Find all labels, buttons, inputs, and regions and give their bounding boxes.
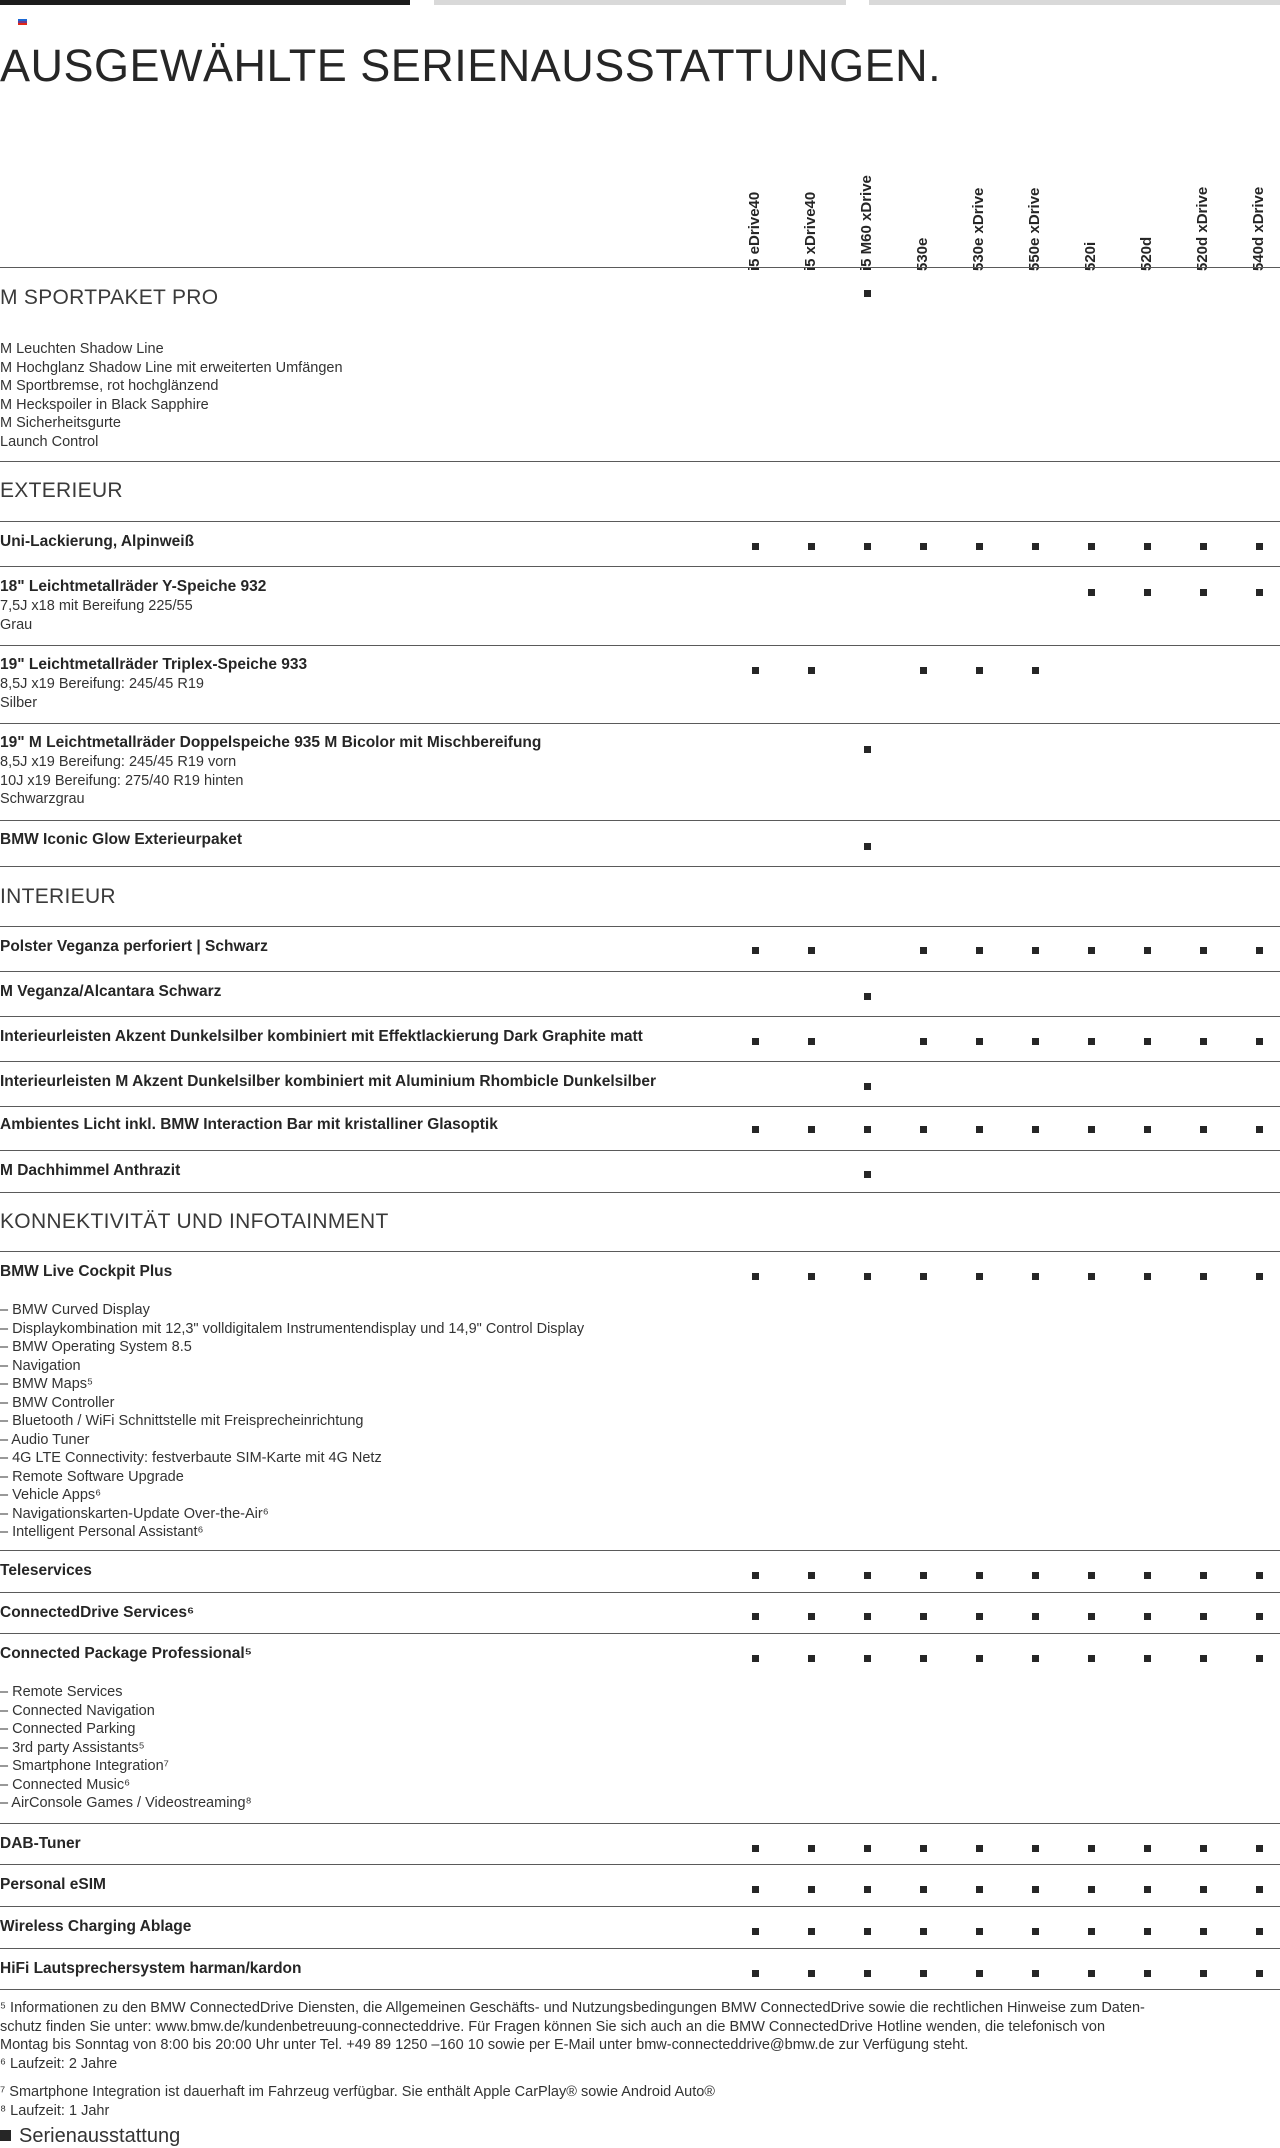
row-title-wireless: Wireless Charging Ablage xyxy=(0,1918,192,1935)
row-divider xyxy=(0,1106,1280,1107)
availability-mark xyxy=(752,1970,759,1977)
availability-mark xyxy=(1088,1655,1095,1662)
availability-mark xyxy=(1088,1613,1095,1620)
availability-mark xyxy=(920,1655,927,1662)
row-divider xyxy=(0,645,1280,646)
column-header: i5 eDrive40 xyxy=(746,191,763,271)
row-title-triplex933: 19" Leichtmetallräder Triplex-Speiche 933 xyxy=(0,656,308,673)
row-divider xyxy=(0,1948,1280,1949)
column-header: 520i xyxy=(1082,241,1099,271)
footnote-line: ⁸ Laufzeit: 1 Jahr xyxy=(0,2102,110,2119)
availability-mark xyxy=(752,1273,759,1280)
availability-mark xyxy=(976,1273,983,1280)
column-header: 530e xyxy=(914,237,931,271)
availability-mark xyxy=(808,1845,815,1852)
availability-mark xyxy=(864,1613,871,1620)
detail-line: – Smartphone Integration⁷ xyxy=(0,1758,169,1774)
detail-line: – Connected Navigation xyxy=(0,1702,155,1719)
availability-mark xyxy=(1088,1886,1095,1893)
detail-line: 8,5J x19 Bereifung: 245/45 R19 vorn xyxy=(0,754,237,770)
detail-line: – Remote Services xyxy=(0,1684,123,1700)
availability-mark xyxy=(1144,1845,1151,1852)
legend-square-icon xyxy=(0,2130,11,2141)
availability-mark xyxy=(1144,1038,1151,1045)
section-heading-msport: M SPORTPAKET PRO xyxy=(0,286,219,309)
availability-mark xyxy=(1256,1613,1263,1620)
availability-mark xyxy=(1256,589,1263,596)
legend-label: Serienausstattung xyxy=(19,2125,181,2147)
page-indicator-bar xyxy=(0,0,1280,6)
availability-mark xyxy=(864,543,871,550)
availability-mark xyxy=(752,1126,759,1133)
row-title-alpinweiss: Uni-Lackierung, Alpinweiß xyxy=(0,533,195,550)
availability-mark xyxy=(808,1970,815,1977)
availability-mark xyxy=(752,1928,759,1935)
availability-mark xyxy=(1144,1126,1151,1133)
availability-mark xyxy=(920,1928,927,1935)
availability-mark xyxy=(1256,1038,1263,1045)
detail-line: M Heckspoiler in Black Sapphire xyxy=(0,396,209,413)
detail-line: – 3rd party Assistants⁵ xyxy=(0,1739,145,1756)
availability-mark xyxy=(864,843,871,850)
row-divider xyxy=(0,1633,1280,1634)
availability-mark xyxy=(1200,1038,1207,1045)
availability-mark xyxy=(1144,1886,1151,1893)
detail-line: – Connected Music⁶ xyxy=(0,1776,131,1793)
detail-line: – Bluetooth / WiFi Schnittstelle mit Freisprecheinrichtung xyxy=(0,1413,364,1429)
availability-mark xyxy=(1256,1655,1263,1662)
detail-line: M Sportbremse, rot hochglänzend xyxy=(0,378,219,394)
row-title-esim: Personal eSIM xyxy=(0,1876,106,1893)
availability-mark xyxy=(864,1083,871,1090)
availability-mark xyxy=(1144,1970,1151,1977)
availability-mark xyxy=(1200,543,1207,550)
footnote-line: schutz finden Sie unter: www.bmw.de/kundenbetreuung-connecteddrive. Für Fragen können Sie sich auch an die BMW ConnectedDrive Hotline wenden, die telefonisch von xyxy=(0,2018,1106,2035)
detail-line: – Connected Parking xyxy=(0,1721,136,1737)
row-title-y932: 18" Leichtmetallräder Y-Speiche 932 xyxy=(0,578,267,595)
availability-mark xyxy=(1256,1845,1263,1852)
detail-line: – AirConsole Games / Videostreaming⁸ xyxy=(0,1795,252,1811)
availability-mark xyxy=(1032,1613,1039,1620)
availability-mark xyxy=(1088,1845,1095,1852)
availability-mark xyxy=(1032,1886,1039,1893)
availability-mark xyxy=(1032,1928,1039,1935)
row-divider xyxy=(0,866,1280,867)
detail-line: – BMW Curved Display xyxy=(0,1302,150,1318)
detail-line: Schwarzgrau xyxy=(0,791,85,807)
availability-mark xyxy=(1200,1655,1207,1662)
row-divider xyxy=(0,820,1280,821)
detail-line: – Vehicle Apps⁶ xyxy=(0,1487,102,1503)
detail-line: Launch Control xyxy=(0,433,99,450)
availability-mark xyxy=(1256,947,1263,954)
detail-line: – Navigationskarten-Update Over-the-Air⁶ xyxy=(0,1505,269,1522)
availability-mark xyxy=(1088,947,1095,954)
page-indicator-2[interactable] xyxy=(434,0,846,5)
availability-mark xyxy=(808,667,815,674)
availability-mark xyxy=(808,1928,815,1935)
availability-mark xyxy=(1256,1928,1263,1935)
availability-mark xyxy=(1144,1928,1151,1935)
availability-mark xyxy=(920,947,927,954)
availability-mark xyxy=(1144,589,1151,596)
detail-line: – BMW Operating System 8.5 xyxy=(0,1339,192,1355)
row-title-ambient: Ambientes Licht inkl. BMW Interaction Bar mit kristalliner Glasoptik xyxy=(0,1116,498,1133)
row-title-veganza: Polster Veganza perforiert | Schwarz xyxy=(0,938,268,955)
row-divider xyxy=(0,1061,1280,1062)
footnotes xyxy=(0,1999,1145,2073)
availability-mark xyxy=(1144,1572,1151,1579)
row-details-d935 xyxy=(0,753,243,809)
availability-mark xyxy=(1144,1655,1151,1662)
row-title-hifi: HiFi Lautsprechersystem harman/kardon xyxy=(0,1960,302,1977)
availability-mark xyxy=(1032,947,1039,954)
availability-mark xyxy=(1088,1928,1095,1935)
availability-mark xyxy=(920,1038,927,1045)
availability-mark xyxy=(1200,947,1207,954)
availability-mark xyxy=(1088,1572,1095,1579)
row-divider xyxy=(0,1251,1280,1252)
availability-mark xyxy=(1200,1572,1207,1579)
row-title-graphite: Interieurleisten Akzent Dunkelsilber kombiniert mit Effektlackierung Dark Graphite matt xyxy=(0,1028,643,1045)
row-title-himmel: M Dachhimmel Anthrazit xyxy=(0,1162,181,1179)
row-details-cpp xyxy=(0,1683,252,1813)
msport-details xyxy=(0,340,343,451)
availability-mark xyxy=(808,1886,815,1893)
column-header: 550e xDrive xyxy=(1026,187,1043,271)
row-divider xyxy=(0,1192,1280,1193)
detail-line: – Displaykombination mit 12,3" volldigitalem Instrumentendisplay und 14,9" Control Display xyxy=(0,1320,585,1337)
availability-mark xyxy=(920,1126,927,1133)
footnote-line: ⁶ Laufzeit: 2 Jahre xyxy=(0,2055,118,2072)
section-heading-konnekt: KONNEKTIVITÄT UND INFOTAINMENT xyxy=(0,1210,389,1233)
row-divider xyxy=(0,267,1280,268)
detail-line: – Intelligent Personal Assistant⁶ xyxy=(0,1524,204,1540)
footnote-line: ⁷ Smartphone Integration ist dauerhaft im Fahrzeug verfügbar. Sie enthält Apple CarPlay® sowie Android Auto® xyxy=(0,2084,715,2100)
availability-mark xyxy=(1032,543,1039,550)
availability-mark xyxy=(808,1613,815,1620)
detail-line: – Navigation xyxy=(0,1357,81,1374)
bmw-m-stripes-icon xyxy=(18,19,27,26)
detail-line: Silber xyxy=(0,694,38,711)
availability-mark xyxy=(864,993,871,1000)
row-title-cpp: Connected Package Professional⁵ xyxy=(0,1645,252,1662)
row-details-y932 xyxy=(0,597,193,634)
availability-mark xyxy=(864,1171,871,1178)
row-divider xyxy=(0,1823,1280,1824)
row-divider xyxy=(0,1989,1280,1990)
availability-mark xyxy=(1032,1655,1039,1662)
availability-mark xyxy=(1144,1613,1151,1620)
availability-mark xyxy=(1088,1970,1095,1977)
availability-mark xyxy=(752,1845,759,1852)
availability-mark xyxy=(752,667,759,674)
availability-mark xyxy=(976,1126,983,1133)
row-divider xyxy=(0,971,1280,972)
row-divider xyxy=(0,1150,1280,1151)
availability-mark xyxy=(976,1970,983,1977)
row-divider xyxy=(0,926,1280,927)
column-header: i5 M60 xDrive xyxy=(858,175,875,271)
availability-mark xyxy=(1144,1273,1151,1280)
availability-mark xyxy=(808,1572,815,1579)
page-title: AUSGEWÄHLTE SERIENAUSSTATTUNGEN. xyxy=(0,40,942,91)
footnote-line: Montag bis Sonntag von 8:00 bis 20:00 Uhr unter Tel. +49 89 1250 –160 10 sowie per E-Mail unter bmw-connecteddrive@bmw.de zur Verfügung steht. xyxy=(0,2037,969,2053)
column-header: 530e xDrive xyxy=(970,187,987,271)
availability-mark xyxy=(976,543,983,550)
detail-line: M Hochglanz Shadow Line mit erweiterten Umfängen xyxy=(0,359,343,376)
row-title-teleservices: Teleservices xyxy=(0,1562,92,1579)
row-title-d935: 19" M Leichtmetallräder Doppelspeiche 935 M Bicolor mit Mischbereifung xyxy=(0,734,542,751)
availability-mark xyxy=(976,1613,983,1620)
availability-mark xyxy=(1088,1126,1095,1133)
availability-mark xyxy=(1200,589,1207,596)
row-divider xyxy=(0,1016,1280,1017)
availability-mark xyxy=(1032,1038,1039,1045)
availability-mark xyxy=(976,1928,983,1935)
row-divider xyxy=(0,566,1280,567)
page-indicator-active[interactable] xyxy=(0,0,410,5)
availability-mark xyxy=(864,1970,871,1977)
row-title-dab: DAB-Tuner xyxy=(0,1835,81,1852)
availability-mark xyxy=(1256,1970,1263,1977)
availability-mark xyxy=(1032,1845,1039,1852)
detail-line: M Sicherheitsgurte xyxy=(0,415,121,431)
detail-line: – BMW Maps⁵ xyxy=(0,1376,94,1392)
detail-line: – Audio Tuner xyxy=(0,1431,90,1448)
availability-mark xyxy=(752,1655,759,1662)
availability-mark xyxy=(1088,1273,1095,1280)
availability-mark xyxy=(976,947,983,954)
stripe-red xyxy=(18,23,27,25)
availability-mark xyxy=(864,1273,871,1280)
availability-mark xyxy=(864,1126,871,1133)
detail-line: 10J x19 Bereifung: 275/40 R19 hinten xyxy=(0,772,244,789)
detail-line: M Leuchten Shadow Line xyxy=(0,341,164,357)
availability-mark xyxy=(808,1273,815,1280)
row-details-cockpit xyxy=(0,1301,584,1542)
row-title-rhombicle: Interieurleisten M Akzent Dunkelsilber kombiniert mit Aluminium Rhombicle Dunkelsilber xyxy=(0,1073,657,1090)
availability-mark xyxy=(808,543,815,550)
availability-mark xyxy=(1200,1886,1207,1893)
availability-mark xyxy=(864,746,871,753)
legend xyxy=(0,2125,180,2148)
detail-line: – Remote Software Upgrade xyxy=(0,1468,184,1485)
row-divider xyxy=(0,1864,1280,1865)
footnote-line: ⁵ Informationen zu den BMW ConnectedDrive Diensten, die Allgemeinen Geschäfts- und Nutzungsbedingungen BMW ConnectedDrive sowie die rechtlichen Hinweise zum Daten- xyxy=(0,2000,1145,2016)
detail-line: – 4G LTE Connectivity: festverbaute SIM-Karte mit 4G Netz xyxy=(0,1450,382,1466)
availability-mark xyxy=(1032,1126,1039,1133)
availability-mark xyxy=(1200,1928,1207,1935)
availability-mark xyxy=(808,1038,815,1045)
availability-mark xyxy=(1256,1273,1263,1280)
availability-mark xyxy=(1200,1970,1207,1977)
availability-mark xyxy=(920,1970,927,1977)
detail-line: – BMW Controller xyxy=(0,1394,115,1411)
availability-mark xyxy=(976,1886,983,1893)
row-divider xyxy=(0,723,1280,724)
availability-mark xyxy=(976,1845,983,1852)
availability-mark xyxy=(1088,1038,1095,1045)
availability-mark xyxy=(864,1572,871,1579)
availability-mark xyxy=(976,1655,983,1662)
row-title-iconic: BMW Iconic Glow Exterieurpaket xyxy=(0,831,243,848)
row-divider xyxy=(0,461,1280,462)
row-title-cockpit: BMW Live Cockpit Plus xyxy=(0,1263,173,1280)
availability-mark xyxy=(752,947,759,954)
detail-line: 8,5J x19 Bereifung: 245/45 R19 xyxy=(0,676,204,692)
availability-mark xyxy=(976,1038,983,1045)
availability-mark xyxy=(1200,1126,1207,1133)
availability-mark xyxy=(1144,947,1151,954)
footnotes-2 xyxy=(0,2083,715,2120)
availability-mark xyxy=(976,1572,983,1579)
availability-mark xyxy=(752,1572,759,1579)
availability-mark xyxy=(864,1886,871,1893)
column-header: 520d xyxy=(1138,236,1155,271)
availability-mark xyxy=(1200,1273,1207,1280)
availability-mark xyxy=(1256,543,1263,550)
section-heading-interieur: INTERIEUR xyxy=(0,885,116,908)
availability-mark xyxy=(920,1886,927,1893)
row-title-alcantara: M Veganza/Alcantara Schwarz xyxy=(0,983,222,1000)
availability-mark xyxy=(1032,667,1039,674)
availability-mark xyxy=(920,1572,927,1579)
row-details-triplex933 xyxy=(0,675,204,712)
availability-mark xyxy=(1088,589,1095,596)
availability-mark xyxy=(752,1038,759,1045)
availability-mark xyxy=(864,1655,871,1662)
row-divider xyxy=(0,1592,1280,1593)
availability-mark xyxy=(920,1613,927,1620)
column-header: 520d xDrive xyxy=(1194,186,1211,271)
row-divider xyxy=(0,1906,1280,1907)
row-divider xyxy=(0,1550,1280,1551)
availability-mark xyxy=(920,667,927,674)
page-indicator-3[interactable] xyxy=(869,0,1280,5)
availability-mark xyxy=(1032,1273,1039,1280)
availability-mark xyxy=(808,1655,815,1662)
column-header: i5 xDrive40 xyxy=(802,191,819,271)
availability-mark xyxy=(1256,1126,1263,1133)
availability-mark xyxy=(1256,1886,1263,1893)
availability-mark xyxy=(920,1273,927,1280)
detail-line: Grau xyxy=(0,616,33,633)
availability-mark xyxy=(920,543,927,550)
column-header: 540d xDrive xyxy=(1250,186,1267,271)
availability-mark xyxy=(864,1845,871,1852)
availability-mark xyxy=(1032,1572,1039,1579)
availability-mark xyxy=(1144,543,1151,550)
availability-mark xyxy=(1200,1613,1207,1620)
availability-mark xyxy=(976,667,983,674)
availability-mark xyxy=(920,1845,927,1852)
availability-mark xyxy=(864,1928,871,1935)
availability-mark xyxy=(1200,1845,1207,1852)
row-divider xyxy=(0,521,1280,522)
availability-mark xyxy=(808,947,815,954)
row-title-cds: ConnectedDrive Services⁶ xyxy=(0,1604,195,1621)
availability-mark xyxy=(864,290,871,297)
availability-mark xyxy=(1088,543,1095,550)
availability-mark xyxy=(752,1886,759,1893)
availability-mark xyxy=(1032,1970,1039,1977)
section-heading-exterieur: EXTERIEUR xyxy=(0,479,123,502)
availability-mark xyxy=(752,1613,759,1620)
detail-line: 7,5J x18 mit Bereifung 225/55 xyxy=(0,598,193,614)
availability-mark xyxy=(808,1126,815,1133)
availability-mark xyxy=(1256,1572,1263,1579)
availability-mark xyxy=(752,543,759,550)
